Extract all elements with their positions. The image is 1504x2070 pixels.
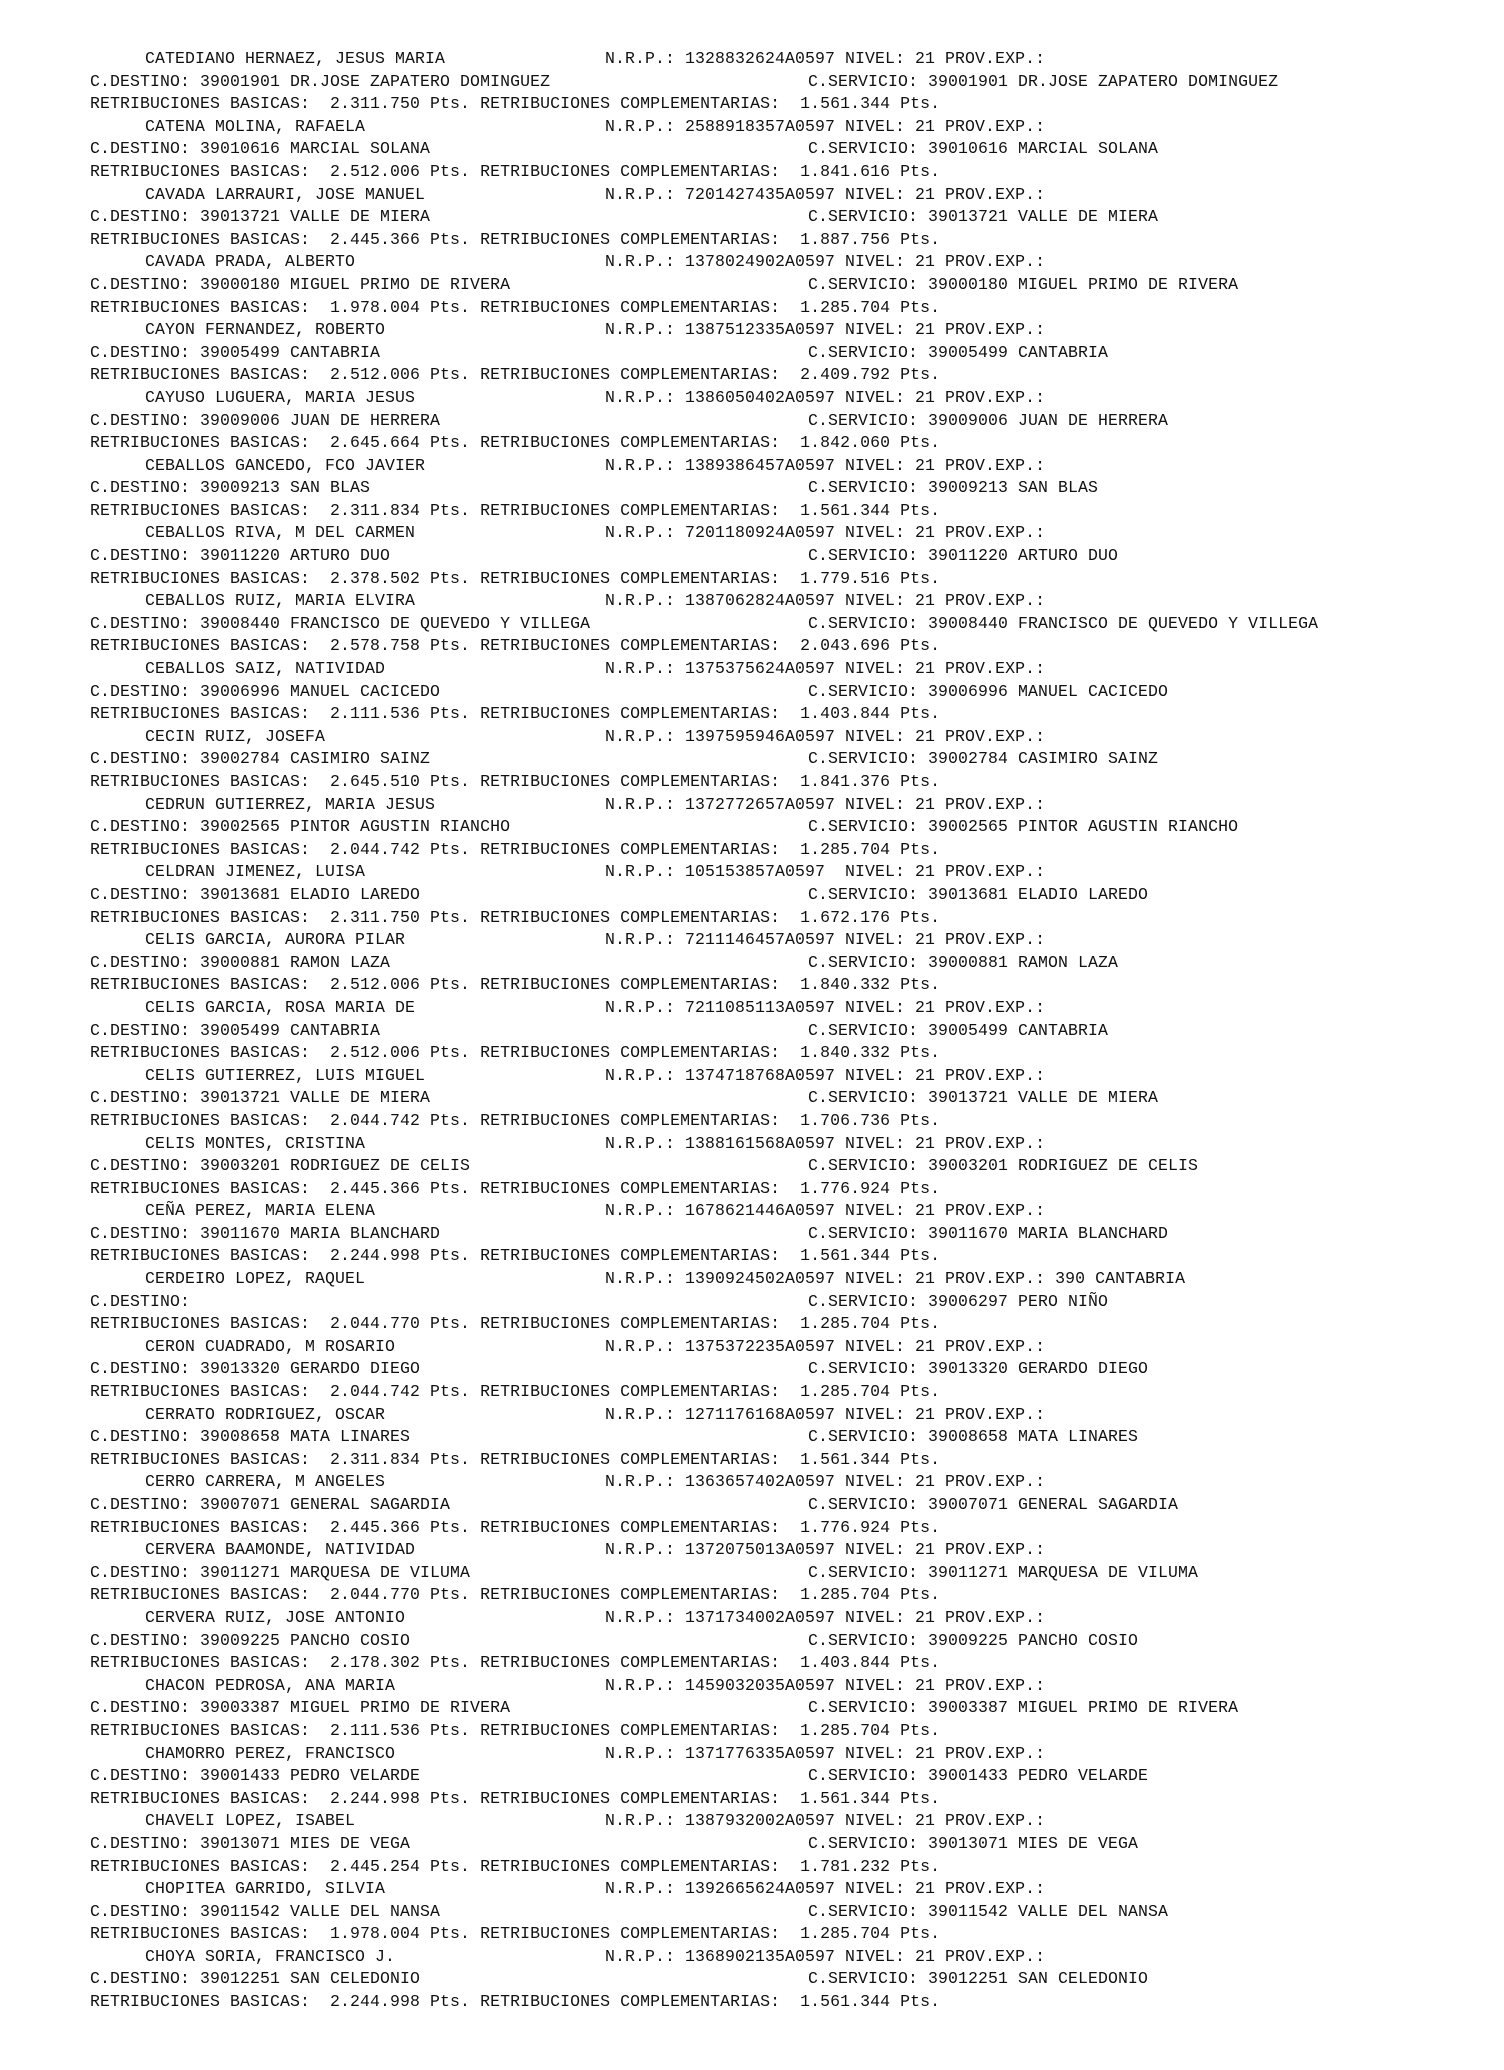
record-header-line xyxy=(90,1946,1490,1969)
service-center: C.SERVICIO: 39008658 MATA LINARES xyxy=(808,1427,1139,1447)
service-center: C.SERVICIO: 39013721 VALLE DE MIERA xyxy=(808,207,1159,227)
employee-name: CELDRAN JIMENEZ, LUISA xyxy=(145,862,366,882)
service-center: C.SERVICIO: 39013721 VALLE DE MIERA xyxy=(808,1088,1159,1108)
employee-name: CELIS GUTIERREZ, LUIS MIGUEL xyxy=(145,1065,426,1085)
salary-line: RETRIBUCIONES BASICAS: 1.978.004 Pts. RETRIBUCIONES COMPLEMENTARIAS: 1.285.704 Pts. xyxy=(90,1924,941,1944)
service-center: C.SERVICIO: 39002784 CASIMIRO SAINZ xyxy=(808,749,1159,769)
record-center-line xyxy=(90,1901,1490,1924)
destination-center: C.DESTINO: 39010616 MARCIAL SOLANA xyxy=(90,139,431,159)
staff-record xyxy=(90,48,1490,116)
record-header-line xyxy=(90,1607,1490,1630)
employee-name: CHACON PEDROSA, ANA MARIA xyxy=(145,1675,396,1695)
record-salary-line xyxy=(90,1923,1490,1946)
employee-name: CATEDIANO HERNAEZ, JESUS MARIA xyxy=(145,49,446,68)
record-center-line xyxy=(90,1087,1490,1110)
record-salary-line xyxy=(90,1110,1490,1133)
nrp-level-line: N.R.P.: 1271176168A0597 NIVEL: 21 PROV.EXP.: xyxy=(605,1404,1046,1424)
record-center-line xyxy=(90,545,1490,568)
employee-name: CELIS MONTES, CRISTINA xyxy=(145,1133,366,1153)
destination-center: C.DESTINO: 39005499 CANTABRIA xyxy=(90,342,381,362)
staff-record xyxy=(90,997,1490,1065)
employee-name: CEDRUN GUTIERREZ, MARIA JESUS xyxy=(145,794,436,814)
record-salary-line xyxy=(90,1313,1490,1336)
record-header-line xyxy=(90,861,1490,884)
salary-line: RETRIBUCIONES BASICAS: 2.445.366 Pts. RETRIBUCIONES COMPLEMENTARIAS: 1.887.756 Pts. xyxy=(90,229,941,249)
nrp-level-line: N.R.P.: 1378024902A0597 NIVEL: 21 PROV.EXP.: xyxy=(605,252,1046,272)
destination-center: C.DESTINO: 39009213 SAN BLAS xyxy=(90,478,371,498)
service-center: C.SERVICIO: 39009225 PANCHO COSIO xyxy=(808,1630,1139,1650)
nrp-level-line: N.R.P.: 1678621446A0597 NIVEL: 21 PROV.EXP.: xyxy=(605,1201,1046,1221)
staff-record xyxy=(90,658,1490,726)
nrp-level-line: N.R.P.: 1387512335A0597 NIVEL: 21 PROV.EXP.: xyxy=(605,320,1046,340)
staff-record xyxy=(90,1471,1490,1539)
staff-record xyxy=(90,1065,1490,1133)
staff-record xyxy=(90,1268,1490,1336)
service-center: C.SERVICIO: 39012251 SAN CELEDONIO xyxy=(808,1969,1149,1989)
service-center: C.SERVICIO: 39003201 RODRIGUEZ DE CELIS xyxy=(808,1156,1199,1176)
record-center-line xyxy=(90,681,1490,704)
service-center: C.SERVICIO: 39011670 MARIA BLANCHARD xyxy=(808,1223,1169,1243)
staff-record xyxy=(90,184,1490,252)
service-center: C.SERVICIO: 39008440 FRANCISCO DE QUEVEDO Y VILLEGA xyxy=(808,613,1319,633)
record-salary-line xyxy=(90,839,1490,862)
salary-line: RETRIBUCIONES BASICAS: 2.645.510 Pts. RETRIBUCIONES COMPLEMENTARIAS: 1.841.376 Pts. xyxy=(90,772,941,791)
salary-line: RETRIBUCIONES BASICAS: 2.311.834 Pts. RETRIBUCIONES COMPLEMENTARIAS: 1.561.344 Pts. xyxy=(90,1449,941,1469)
salary-line: RETRIBUCIONES BASICAS: 1.978.004 Pts. RETRIBUCIONES COMPLEMENTARIAS: 1.285.704 Pts. xyxy=(90,297,941,317)
destination-center: C.DESTINO: 39005499 CANTABRIA xyxy=(90,1020,381,1040)
service-center: C.SERVICIO: 39009213 SAN BLAS xyxy=(808,478,1099,498)
service-center: C.SERVICIO: 39000881 RAMON LAZA xyxy=(808,952,1119,972)
nrp-level-line: N.R.P.: 1375372235A0597 NIVEL: 21 PROV.EXP.: xyxy=(605,1336,1046,1356)
record-header-line xyxy=(90,1336,1490,1359)
record-header-line xyxy=(90,48,1490,71)
record-center-line xyxy=(90,1155,1490,1178)
employee-name: CECIN RUIZ, JOSEFA xyxy=(145,726,326,746)
service-center: C.SERVICIO: 39011220 ARTURO DUO xyxy=(808,546,1119,566)
record-salary-line xyxy=(90,1652,1490,1675)
destination-center: C.DESTINO: 39011542 VALLE DEL NANSA xyxy=(90,1901,441,1921)
service-center: C.SERVICIO: 39013681 ELADIO LAREDO xyxy=(808,884,1149,904)
salary-line: RETRIBUCIONES BASICAS: 2.378.502 Pts. RETRIBUCIONES COMPLEMENTARIAS: 1.779.516 Pts. xyxy=(90,568,941,588)
record-salary-line xyxy=(90,1042,1490,1065)
record-center-line xyxy=(90,138,1490,161)
destination-center: C.DESTINO: 39013721 VALLE DE MIERA xyxy=(90,207,431,227)
employee-name: CAVADA LARRAURI, JOSE MANUEL xyxy=(145,184,426,204)
employee-name: CEBALLOS RUIZ, MARIA ELVIRA xyxy=(145,591,416,611)
nrp-level-line: N.R.P.: 2588918357A0597 NIVEL: 21 PROV.EXP.: xyxy=(605,116,1046,136)
record-header-line xyxy=(90,184,1490,207)
service-center: C.SERVICIO: 39001901 DR.JOSE ZAPATERO DOMINGUEZ xyxy=(808,71,1279,91)
destination-center: C.DESTINO: 39013071 MIES DE VEGA xyxy=(90,1833,411,1853)
record-salary-line xyxy=(90,974,1490,997)
record-salary-line xyxy=(90,907,1490,930)
service-center: C.SERVICIO: 39007071 GENERAL SAGARDIA xyxy=(808,1495,1179,1514)
destination-center: C.DESTINO: 39008440 FRANCISCO DE QUEVEDO Y VILLEGA xyxy=(90,613,591,633)
record-center-line xyxy=(90,1358,1490,1381)
record-header-line xyxy=(90,794,1490,817)
service-center: C.SERVICIO: 39013320 GERARDO DIEGO xyxy=(808,1359,1149,1379)
record-header-line xyxy=(90,522,1490,545)
employee-name: CHOPITEA GARRIDO, SILVIA xyxy=(145,1879,386,1899)
record-header-line xyxy=(90,1878,1490,1901)
salary-line: RETRIBUCIONES BASICAS: 2.178.302 Pts. RETRIBUCIONES COMPLEMENTARIAS: 1.403.844 Pts. xyxy=(90,1653,941,1673)
record-header-line xyxy=(90,997,1490,1020)
staff-record xyxy=(90,1878,1490,1946)
record-salary-line xyxy=(90,364,1490,387)
staff-record xyxy=(90,116,1490,184)
record-center-line xyxy=(90,1426,1490,1449)
record-center-line xyxy=(90,952,1490,975)
salary-line: RETRIBUCIONES BASICAS: 2.111.536 Pts. RETRIBUCIONES COMPLEMENTARIAS: 1.285.704 Pts. xyxy=(90,1720,941,1740)
destination-center: C.DESTINO: 39012251 SAN CELEDONIO xyxy=(90,1969,421,1989)
destination-center: C.DESTINO: 39007071 GENERAL SAGARDIA xyxy=(90,1495,451,1514)
record-center-line xyxy=(90,274,1490,297)
service-center: C.SERVICIO: 39006297 PERO NIÑO xyxy=(808,1291,1109,1311)
record-salary-line xyxy=(90,703,1490,726)
staff-record xyxy=(90,1336,1490,1404)
record-salary-line xyxy=(90,568,1490,591)
salary-line: RETRIBUCIONES BASICAS: 2.512.006 Pts. RETRIBUCIONES COMPLEMENTARIAS: 1.840.332 Pts. xyxy=(90,1043,941,1063)
nrp-level-line: N.R.P.: 7211085113A0597 NIVEL: 21 PROV.EXP.: xyxy=(605,997,1046,1017)
service-center: C.SERVICIO: 39006996 MANUEL CACICEDO xyxy=(808,681,1169,701)
nrp-level-line: N.R.P.: 1363657402A0597 NIVEL: 21 PROV.EXP.: xyxy=(605,1472,1046,1492)
employee-name: CELIS GARCIA, ROSA MARIA DE xyxy=(145,997,416,1017)
record-salary-line xyxy=(90,229,1490,252)
record-header-line xyxy=(90,1471,1490,1494)
record-header-line xyxy=(90,590,1490,613)
nrp-level-line: N.R.P.: 1371734002A0597 NIVEL: 21 PROV.EXP.: xyxy=(605,1607,1046,1627)
record-salary-line xyxy=(90,161,1490,184)
employee-name: CEBALLOS SAIZ, NATIVIDAD xyxy=(145,659,386,679)
destination-center: C.DESTINO: 39003387 MIGUEL PRIMO DE RIVERA xyxy=(90,1698,511,1718)
record-header-line xyxy=(90,1810,1490,1833)
service-center: C.SERVICIO: 39002565 PINTOR AGUSTIN RIANCHO xyxy=(808,817,1239,837)
nrp-level-line: N.R.P.: 1389386457A0597 NIVEL: 21 PROV.EXP.: xyxy=(605,455,1046,475)
destination-center: C.DESTINO: 39000180 MIGUEL PRIMO DE RIVERA xyxy=(90,274,511,294)
salary-line: RETRIBUCIONES BASICAS: 2.244.998 Pts. RETRIBUCIONES COMPLEMENTARIAS: 1.561.344 Pts. xyxy=(90,1992,941,2012)
record-header-line xyxy=(90,116,1490,139)
record-header-line xyxy=(90,387,1490,410)
nrp-level-line: N.R.P.: 1397595946A0597 NIVEL: 21 PROV.EXP.: xyxy=(605,726,1046,746)
salary-line: RETRIBUCIONES BASICAS: 2.044.770 Pts. RETRIBUCIONES COMPLEMENTARIAS: 1.285.704 Pts. xyxy=(90,1585,941,1605)
destination-center: C.DESTINO: xyxy=(90,1291,191,1311)
destination-center: C.DESTINO: 39009006 JUAN DE HERRERA xyxy=(90,410,441,430)
destination-center: C.DESTINO: 39011220 ARTURO DUO xyxy=(90,546,391,566)
record-salary-line xyxy=(90,635,1490,658)
staff-record xyxy=(90,387,1490,455)
employee-name: CHAVELI LOPEZ, ISABEL xyxy=(145,1811,356,1831)
destination-center: C.DESTINO: 39009225 PANCHO COSIO xyxy=(90,1630,411,1650)
record-header-line xyxy=(90,455,1490,478)
salary-line: RETRIBUCIONES BASICAS: 2.311.750 Pts. RETRIBUCIONES COMPLEMENTARIAS: 1.672.176 Pts. xyxy=(90,907,941,927)
nrp-level-line: N.R.P.: 1388161568A0597 NIVEL: 21 PROV.EXP.: xyxy=(605,1133,1046,1153)
record-header-line xyxy=(90,1200,1490,1223)
nrp-level-line: N.R.P.: 1368902135A0597 NIVEL: 21 PROV.EXP.: xyxy=(605,1946,1046,1966)
destination-center: C.DESTINO: 39002565 PINTOR AGUSTIN RIANCHO xyxy=(90,817,511,837)
employee-name: CHOYA SORIA, FRANCISCO J. xyxy=(145,1946,396,1966)
nrp-level-line: N.R.P.: 1372772657A0597 NIVEL: 21 PROV.EXP.: xyxy=(605,794,1046,814)
employee-name: CATENA MOLINA, RAFAELA xyxy=(145,116,366,136)
employee-name: CEBALLOS RIVA, M DEL CARMEN xyxy=(145,523,416,543)
destination-center: C.DESTINO: 39013681 ELADIO LAREDO xyxy=(90,884,421,904)
record-header-line xyxy=(90,929,1490,952)
record-header-line xyxy=(90,1743,1490,1766)
employee-name: CAYON FERNANDEZ, ROBERTO xyxy=(145,320,386,340)
nrp-level-line: N.R.P.: 1374718768A0597 NIVEL: 21 PROV.EXP.: xyxy=(605,1065,1046,1085)
nrp-level-line: N.R.P.: 1372075013A0597 NIVEL: 21 PROV.EXP.: xyxy=(605,1540,1046,1560)
nrp-level-line: N.R.P.: 1375375624A0597 NIVEL: 21 PROV.EXP.: xyxy=(605,659,1046,679)
staff-record xyxy=(90,1810,1490,1878)
service-center: C.SERVICIO: 39013071 MIES DE VEGA xyxy=(808,1833,1139,1853)
nrp-level-line: N.R.P.: 105153857A0597 NIVEL: 21 PROV.EXP.: xyxy=(605,862,1046,882)
staff-record xyxy=(90,590,1490,658)
staff-record xyxy=(90,455,1490,523)
record-salary-line xyxy=(90,1517,1490,1540)
record-center-line xyxy=(90,1765,1490,1788)
staff-record xyxy=(90,794,1490,862)
destination-center: C.DESTINO: 39001901 DR.JOSE ZAPATERO DOMINGUEZ xyxy=(90,71,551,91)
record-header-line xyxy=(90,319,1490,342)
staff-record xyxy=(90,251,1490,319)
record-salary-line xyxy=(90,1584,1490,1607)
salary-line: RETRIBUCIONES BASICAS: 2.044.770 Pts. RETRIBUCIONES COMPLEMENTARIAS: 1.285.704 Pts. xyxy=(90,1314,941,1334)
destination-center: C.DESTINO: 39002784 CASIMIRO SAINZ xyxy=(90,749,431,769)
record-center-line xyxy=(90,884,1490,907)
destination-center: C.DESTINO: 39006996 MANUEL CACICEDO xyxy=(90,681,441,701)
destination-center: C.DESTINO: 39008658 MATA LINARES xyxy=(90,1427,411,1447)
record-header-line xyxy=(90,658,1490,681)
nrp-level-line: N.R.P.: 1387062824A0597 NIVEL: 21 PROV.EXP.: xyxy=(605,591,1046,611)
record-salary-line xyxy=(90,1449,1490,1472)
service-center: C.SERVICIO: 39000180 MIGUEL PRIMO DE RIVERA xyxy=(808,274,1239,294)
record-center-line xyxy=(90,1968,1490,1991)
employee-name: CERDEIRO LOPEZ, RAQUEL xyxy=(145,1269,366,1289)
employee-name: CERRO CARRERA, M ANGELES xyxy=(145,1472,386,1492)
salary-line: RETRIBUCIONES BASICAS: 2.311.750 Pts. RETRIBUCIONES COMPLEMENTARIAS: 1.561.344 Pts. xyxy=(90,94,941,114)
record-salary-line xyxy=(90,297,1490,320)
service-center: C.SERVICIO: 39010616 MARCIAL SOLANA xyxy=(808,139,1159,159)
salary-line: RETRIBUCIONES BASICAS: 2.111.536 Pts. RETRIBUCIONES COMPLEMENTARIAS: 1.403.844 Pts. xyxy=(90,704,941,724)
staff-record xyxy=(90,929,1490,997)
record-header-line xyxy=(90,1065,1490,1088)
record-center-line xyxy=(90,1630,1490,1653)
record-center-line xyxy=(90,477,1490,500)
destination-center: C.DESTINO: 39003201 RODRIGUEZ DE CELIS xyxy=(90,1156,471,1176)
record-salary-line xyxy=(90,1788,1490,1811)
record-salary-line xyxy=(90,432,1490,455)
staff-record xyxy=(90,1200,1490,1268)
employee-name: CEÑA PEREZ, MARIA ELENA xyxy=(145,1201,376,1221)
salary-line: RETRIBUCIONES BASICAS: 2.512.006 Pts. RETRIBUCIONES COMPLEMENTARIAS: 1.840.332 Pts. xyxy=(90,975,941,995)
nrp-level-line: N.R.P.: 7201427435A0597 NIVEL: 21 PROV.EXP.: xyxy=(605,184,1046,204)
nrp-level-line: N.R.P.: 1392665624A0597 NIVEL: 21 PROV.EXP.: xyxy=(605,1879,1046,1899)
salary-line: RETRIBUCIONES BASICAS: 2.512.006 Pts. RETRIBUCIONES COMPLEMENTARIAS: 2.409.792 Pts. xyxy=(90,365,941,385)
record-center-line xyxy=(90,410,1490,433)
nrp-level-line: N.R.P.: 1390924502A0597 NIVEL: 21 PROV.EXP.: 390 CANTABRIA xyxy=(605,1269,1186,1289)
nrp-level-line: N.R.P.: 1386050402A0597 NIVEL: 21 PROV.EXP.: xyxy=(605,387,1046,407)
staff-record xyxy=(90,522,1490,590)
record-header-line xyxy=(90,726,1490,749)
record-header-line xyxy=(90,251,1490,274)
service-center: C.SERVICIO: 39011542 VALLE DEL NANSA xyxy=(808,1901,1169,1921)
record-center-line xyxy=(90,748,1490,771)
staff-record xyxy=(90,861,1490,929)
record-salary-line xyxy=(90,500,1490,523)
record-salary-line xyxy=(90,1856,1490,1879)
employee-name: CEBALLOS GANCEDO, FCO JAVIER xyxy=(145,455,426,475)
employee-name: CAVADA PRADA, ALBERTO xyxy=(145,252,356,272)
employee-name: CERON CUADRADO, M ROSARIO xyxy=(145,1336,396,1356)
record-center-line xyxy=(90,1697,1490,1720)
destination-center: C.DESTINO: 39011271 MARQUESA DE VILUMA xyxy=(90,1562,471,1582)
record-salary-line xyxy=(90,1720,1490,1743)
record-center-line xyxy=(90,1020,1490,1043)
record-center-line xyxy=(90,1291,1490,1314)
salary-line: RETRIBUCIONES BASICAS: 2.645.664 Pts. RETRIBUCIONES COMPLEMENTARIAS: 1.842.060 Pts. xyxy=(90,433,941,453)
record-salary-line xyxy=(90,771,1490,794)
record-center-line xyxy=(90,1562,1490,1585)
nrp-level-line: N.R.P.: 7201180924A0597 NIVEL: 21 PROV.EXP.: xyxy=(605,523,1046,543)
salary-line: RETRIBUCIONES BASICAS: 2.445.366 Pts. RETRIBUCIONES COMPLEMENTARIAS: 1.776.924 Pts. xyxy=(90,1178,941,1198)
salary-line: RETRIBUCIONES BASICAS: 2.044.742 Pts. RETRIBUCIONES COMPLEMENTARIAS: 1.285.704 Pts. xyxy=(90,839,941,859)
employee-name: CHAMORRO PEREZ, FRANCISCO xyxy=(145,1743,396,1763)
salary-line: RETRIBUCIONES BASICAS: 2.244.998 Pts. RETRIBUCIONES COMPLEMENTARIAS: 1.561.344 Pts. xyxy=(90,1246,941,1266)
staff-record xyxy=(90,726,1490,794)
record-center-line xyxy=(90,1494,1490,1517)
nrp-level-line: N.R.P.: 1371776335A0597 NIVEL: 21 PROV.EXP.: xyxy=(605,1743,1046,1763)
staff-record xyxy=(90,1539,1490,1607)
salary-line: RETRIBUCIONES BASICAS: 2.512.006 Pts. RETRIBUCIONES COMPLEMENTARIAS: 1.841.616 Pts. xyxy=(90,161,941,181)
staff-record xyxy=(90,1404,1490,1472)
record-header-line xyxy=(90,1268,1490,1291)
staff-record xyxy=(90,1133,1490,1201)
staff-record xyxy=(90,1607,1490,1675)
record-salary-line xyxy=(90,1991,1490,2014)
employee-name: CAYUSO LUGUERA, MARIA JESUS xyxy=(145,387,416,407)
salary-line: RETRIBUCIONES BASICAS: 2.578.758 Pts. RETRIBUCIONES COMPLEMENTARIAS: 2.043.696 Pts. xyxy=(90,636,941,656)
service-center: C.SERVICIO: 39003387 MIGUEL PRIMO DE RIVERA xyxy=(808,1698,1239,1718)
employee-name: CERVERA RUIZ, JOSE ANTONIO xyxy=(145,1607,406,1627)
record-salary-line xyxy=(90,1245,1490,1268)
service-center: C.SERVICIO: 39001433 PEDRO VELARDE xyxy=(808,1766,1149,1786)
record-header-line xyxy=(90,1675,1490,1698)
nrp-level-line: N.R.P.: 1387932002A0597 NIVEL: 21 PROV.EXP.: xyxy=(605,1811,1046,1831)
destination-center: C.DESTINO: 39013320 GERARDO DIEGO xyxy=(90,1359,421,1379)
nrp-level-line: N.R.P.: 7211146457A0597 NIVEL: 21 PROV.EXP.: xyxy=(605,930,1046,950)
record-salary-line xyxy=(90,1178,1490,1201)
record-center-line xyxy=(90,342,1490,365)
record-header-line xyxy=(90,1404,1490,1427)
destination-center: C.DESTINO: 39013721 VALLE DE MIERA xyxy=(90,1088,431,1108)
nrp-level-line: N.R.P.: 1328832624A0597 NIVEL: 21 PROV.EXP.: xyxy=(605,49,1046,68)
salary-line: RETRIBUCIONES BASICAS: 2.044.742 Pts. RETRIBUCIONES COMPLEMENTARIAS: 1.706.736 Pts. xyxy=(90,1110,941,1130)
service-center: C.SERVICIO: 39005499 CANTABRIA xyxy=(808,342,1109,362)
employee-name: CERRATO RODRIGUEZ, OSCAR xyxy=(145,1404,386,1424)
record-center-line xyxy=(90,613,1490,636)
record-center-line xyxy=(90,1223,1490,1246)
staff-listing xyxy=(90,48,1490,2014)
record-center-line xyxy=(90,206,1490,229)
destination-center: C.DESTINO: 39001433 PEDRO VELARDE xyxy=(90,1766,421,1786)
record-center-line xyxy=(90,1833,1490,1856)
salary-line: RETRIBUCIONES BASICAS: 2.311.834 Pts. RETRIBUCIONES COMPLEMENTARIAS: 1.561.344 Pts. xyxy=(90,500,941,520)
service-center: C.SERVICIO: 39005499 CANTABRIA xyxy=(808,1020,1109,1040)
record-header-line xyxy=(90,1133,1490,1156)
staff-record xyxy=(90,1743,1490,1811)
salary-line: RETRIBUCIONES BASICAS: 2.445.254 Pts. RETRIBUCIONES COMPLEMENTARIAS: 1.781.232 Pts. xyxy=(90,1856,941,1876)
service-center: C.SERVICIO: 39011271 MARQUESA DE VILUMA xyxy=(808,1562,1199,1582)
destination-center: C.DESTINO: 39000881 RAMON LAZA xyxy=(90,952,391,972)
salary-line: RETRIBUCIONES BASICAS: 2.044.742 Pts. RETRIBUCIONES COMPLEMENTARIAS: 1.285.704 Pts. xyxy=(90,1382,941,1402)
destination-center: C.DESTINO: 39011670 MARIA BLANCHARD xyxy=(90,1223,441,1243)
employee-name: CELIS GARCIA, AURORA PILAR xyxy=(145,930,406,950)
staff-record xyxy=(90,1946,1490,2014)
record-header-line xyxy=(90,1539,1490,1562)
employee-name: CERVERA BAAMONDE, NATIVIDAD xyxy=(145,1540,416,1560)
nrp-level-line: N.R.P.: 1459032035A0597 NIVEL: 21 PROV.EXP.: xyxy=(605,1675,1046,1695)
service-center: C.SERVICIO: 39009006 JUAN DE HERRERA xyxy=(808,410,1169,430)
salary-line: RETRIBUCIONES BASICAS: 2.244.998 Pts. RETRIBUCIONES COMPLEMENTARIAS: 1.561.344 Pts. xyxy=(90,1788,941,1808)
staff-record xyxy=(90,1675,1490,1743)
salary-line: RETRIBUCIONES BASICAS: 2.445.366 Pts. RETRIBUCIONES COMPLEMENTARIAS: 1.776.924 Pts. xyxy=(90,1517,941,1537)
record-salary-line xyxy=(90,1381,1490,1404)
record-center-line xyxy=(90,816,1490,839)
staff-record xyxy=(90,319,1490,387)
record-salary-line xyxy=(90,93,1490,116)
record-center-line xyxy=(90,71,1490,94)
